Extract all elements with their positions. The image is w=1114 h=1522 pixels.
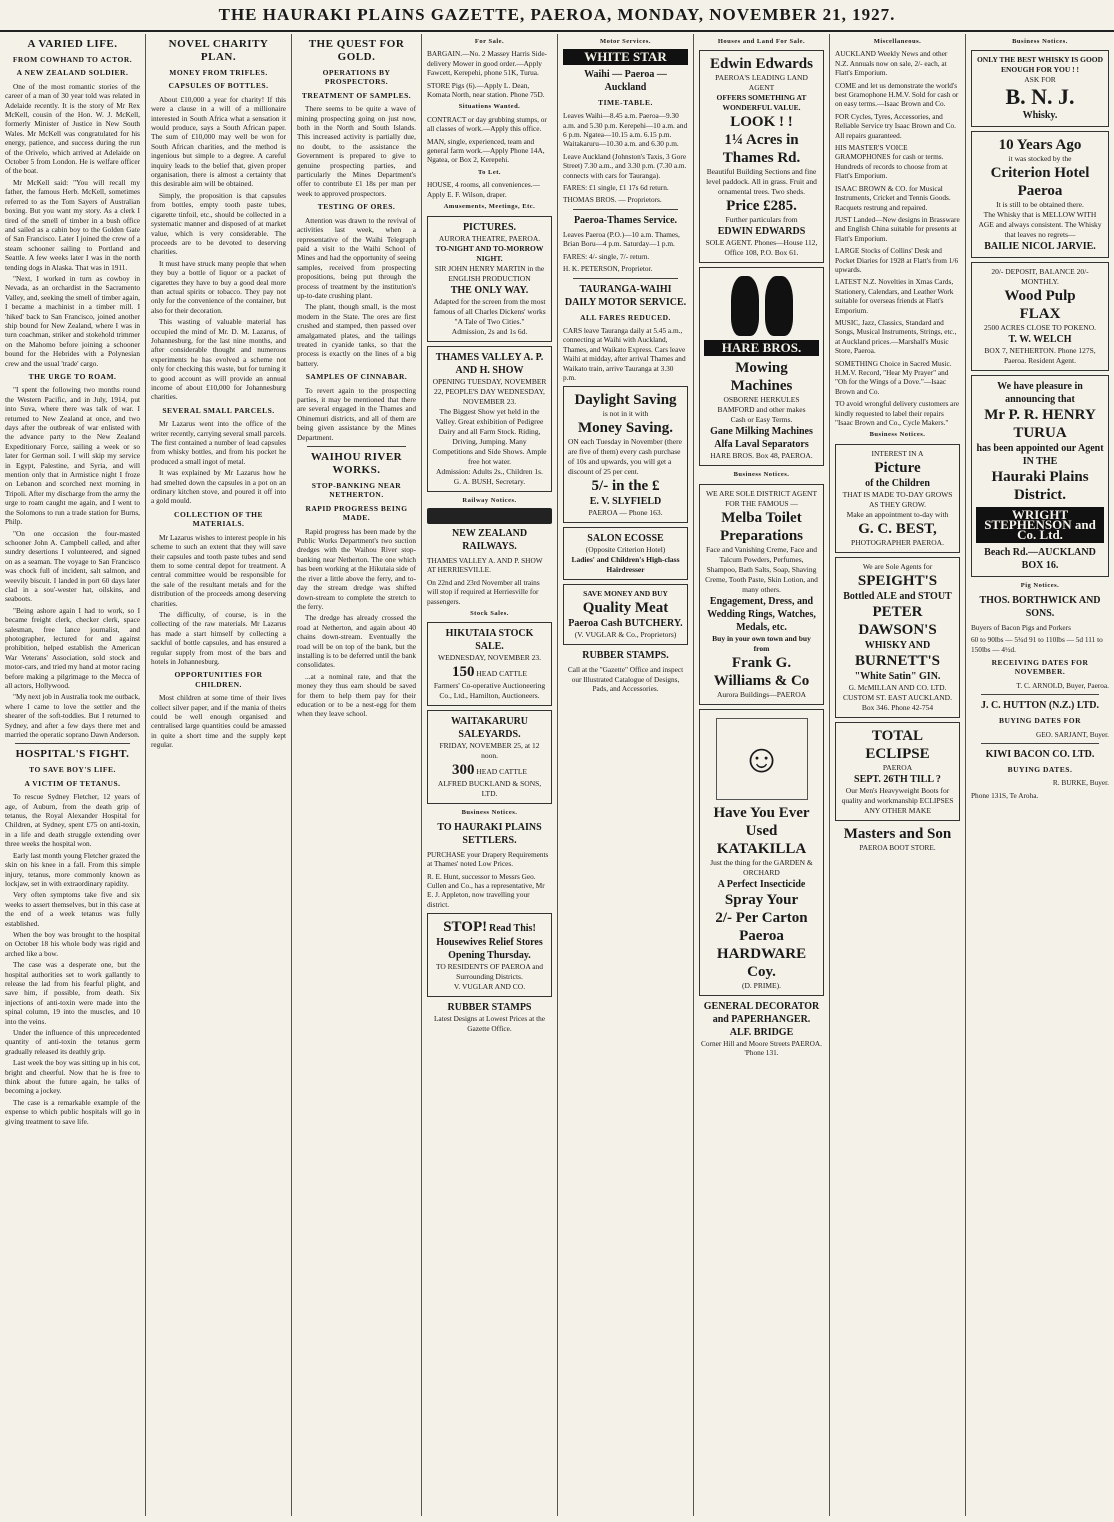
- ad-line: HARE BROS. Box 48, PAEROA.: [710, 451, 813, 461]
- paragraph: Simply, the proposition is that capsules from bottles, empty tooth paste tubes, cigarette tinfoil, etc., should be collected in a systematic manner and disposed of at market value, which is very considerable. The proceeds are to be devoted to deserving charities.: [151, 190, 286, 257]
- ad-title: THAMES VALLEY A. P. AND H. SHOW: [435, 351, 544, 376]
- ad-line: V. VUGLAR AND CO.: [453, 982, 526, 992]
- ad-title: Daylight Saving: [574, 392, 677, 409]
- column-7: [830, 34, 966, 1516]
- ad-line: FRIDAY, NOVEMBER 25, at 12 noon.: [439, 741, 540, 761]
- ad-title: Melba Toilet Preparations: [719, 509, 804, 544]
- paragraph: "I spent the following two months round the Western Pacific, and in July, 1914, put into Suva, where there was talk of war. I returned to New Zealand at once, and two days after the outbreak of war enlisted with the advance party to the New Zealand Expeditionary Force, sailing a week or so later for German soil. I will skip my service in Egypt, Palestine, and Syria, and will mention only that in Armistice night I froze on Lebanon and scorched next morning in Tripoli. After my discharge from the army the urge to roam caught me again, and I went to the Solomons to run a trade station for Burns, Philp.: [5, 385, 140, 527]
- article-subtitle: TO SAVE BOY'S LIFE.: [29, 765, 116, 775]
- ad-line: TIME-TABLE.: [598, 97, 653, 107]
- ad-title: STOP!: [443, 919, 488, 936]
- ad-title: Hauraki Plains District.: [991, 469, 1089, 504]
- paragraph: ...at a nominal rate, and that the money they thus earn should be saved for them to help them pay for their education or to be a nest-egg for them when they leave school.: [297, 671, 416, 719]
- ad-line: Corner Hill and Moore Streets PAEROA. 'Phone 131.: [701, 1038, 822, 1058]
- ad-line: Read This!: [489, 923, 536, 935]
- ad-line: We are Sole Agents for: [862, 561, 933, 571]
- ad-line: SOLE AGENT. Phones—House 112, Office 108, P.O. Box 61.: [705, 238, 818, 258]
- ad-title: Paeroa-Thames Service.: [573, 214, 678, 226]
- ad-title: Money Saving.: [577, 420, 673, 437]
- article-section: TREATMENT OF SAMPLES.: [301, 90, 412, 100]
- ad-line: is not in it with: [602, 409, 649, 419]
- ad-line: Buyers of Bacon Pigs and Porkers: [971, 622, 1071, 632]
- ad-line: THAT IS MADE TO-DAY GROWS AS THEY GROW.: [842, 489, 953, 509]
- ad-line: PURCHASE your Drapery Requirements at Thames' noted Low Prices.: [427, 849, 549, 869]
- article-section: CAPSULES OF BOTTLES.: [168, 81, 269, 91]
- ad-line: GEO. SARJANT, Buyer.: [1035, 729, 1109, 739]
- ad-title: of the Children: [865, 477, 930, 489]
- relief-stores-ad: [427, 913, 552, 997]
- ad-line: Housewives Relief Stores Opening Thursday.: [436, 937, 543, 962]
- ad-line: It is still to be obtained there.: [996, 200, 1084, 210]
- ad-title: BAILIE NICOL JARVIE.: [984, 241, 1096, 253]
- ad-title: Spray Your: [724, 891, 799, 908]
- ad-line: The Biggest Show yet held in the Valley. Great exhibition of Pedigree Dairy and all Farm Stock. Riding, Driving, Jumping. Many Competitions and Side Shows. Ample free hot water.: [432, 406, 547, 466]
- classified-ad: LARGE Stocks of Collins' Desk and Pocket Diaries for 1928 at Flatt's from 1/6 upwards.: [835, 246, 959, 274]
- divider: [15, 743, 130, 744]
- ad-title: Mr P. R. HENRY TURUA: [984, 407, 1096, 442]
- head-count: 150: [452, 664, 475, 681]
- ad-line: We have pleasure in announcing that: [997, 381, 1083, 406]
- section-header: To Let.: [477, 168, 502, 176]
- classified-ad: SOMETHING Choice in Sacred Music. H.M.V. Record, "Hear My Prayer" and "Oh for the Wings of a Dove."—Isaac Brown and Co.: [835, 358, 952, 396]
- masthead: THE HAURAKI PLAINS GAZETTE, PAEROA, MONDAY, NOVEMBER 21, 1927.: [0, 0, 1114, 32]
- paragraph: Very often symptoms take five and six weeks to assert themselves, but in this case at the end of a week tetanus was fully established.: [5, 890, 140, 928]
- ad-title: Criterion Hotel Paeroa: [990, 165, 1090, 200]
- article-section: OPPORTUNITIES FOR CHILDREN.: [174, 670, 263, 689]
- ad-title: KIWI BACON CO. LTD.: [985, 749, 1095, 761]
- ad-title: Picture: [874, 459, 921, 476]
- ad-line: Adapted for the screen from the most famous of all Charles Dickens' works "A Tale of Two Cities.": [433, 296, 546, 326]
- ad-title: 2/- Per Carton: [715, 909, 808, 926]
- ad-title: TOTAL ECLIPSE: [865, 727, 930, 762]
- criterion-ad: [971, 131, 1109, 258]
- section-header: Business Notices.: [733, 471, 790, 479]
- ad-title: Mowing Machines: [730, 360, 793, 395]
- ad-line: it was stocked by the: [1008, 154, 1072, 164]
- ad-title: Edwin Edwards: [710, 56, 813, 73]
- paragraph: There seems to be quite a wave of mining prospecting going on just now, both in the North and South Islands. This increased activity is partially due, no doubt, to the assistance the Government is prepared to give to genuine prospecting parties, and particularly the Mines Department's offer to contribute £1 18s per man per week to approved prospectors.: [297, 104, 416, 198]
- ad-title: Price £285.: [726, 198, 797, 215]
- ad-line: Aurora Buildings—PAEROA: [716, 689, 807, 699]
- ad-title: RUBBER STAMPS: [447, 1002, 532, 1014]
- wright-stephenson-logo: WRIGHT STEPHENSON and Co. Ltd.: [976, 507, 1104, 543]
- ad-title: Paeroa Cash BUTCHERY.: [568, 618, 683, 630]
- ad-title: BURNETT'S: [854, 652, 941, 669]
- ad-line: WEDNESDAY, NOVEMBER 23.: [438, 653, 541, 663]
- column-6: [694, 34, 830, 1516]
- ad-title: A Perfect Insecticide: [717, 878, 806, 890]
- ad-line: ONLY THE BEST WHISKY IS GOOD ENOUGH FOR YOU ! !: [976, 55, 1104, 75]
- ad-title: FLAX: [1019, 306, 1061, 323]
- article-subtitle: STOP-BANKING NEAR NETHERTON.: [311, 481, 402, 500]
- paragraph: Most children at some time of their lives collect silver paper, and if the mania of theirs could be well enough organised and centralised large quantities could be amassed in quite a short time and the supply kept regular.: [151, 693, 286, 750]
- ad-title: ALF. BRIDGE: [729, 1026, 794, 1038]
- classified-ad: MAN, single, experienced, team and general farm work.—Apply Phone 14A, Ngatea, or Box 2, Kerepehi.: [427, 136, 545, 165]
- ad-line: HEAD CATTLE: [476, 669, 527, 679]
- white-star-logo: WHITE STAR: [563, 49, 688, 64]
- hare-bros-ad: [699, 267, 824, 466]
- ad-title: EDWIN EDWARDS: [717, 226, 806, 238]
- paragraph: "On one occasion the four-masted schooner John A. Campbell called, and after sundry desertions I volunteered, and signed on as a seaman. The voyage to San Francisco was chock full of incident, salt salmon, and weevily biscuit. I landed in port 60 days later clad in a sou'-wester hat, oilskins, and seaboots.: [5, 528, 140, 604]
- classified-ad: TO avoid wrongful delivery customers are kindly requested to label their repairs "Isaac Brown and Co., Cycle Makers.": [835, 399, 960, 428]
- ad-title: 5/- in the £: [591, 478, 660, 495]
- butchery-ad: [563, 584, 688, 645]
- paragraph: The case is a remarkable example of the expense to which public hospitals will go in giving treatment to save life.: [5, 1097, 140, 1126]
- ad-title: WAITAKARURU SALEYARDS.: [450, 716, 529, 741]
- paragraph: The difficulty, of course, is in the collecting of the raw materials. Mr Lazarus has made a start himself by collecting a sackful of bottle capsules, and has ensured a regular supply from most of the bars and hotels in Johannesburg.: [151, 609, 286, 666]
- ad-title: Masters and Son: [843, 825, 952, 842]
- article-section: SAMPLES OF CINNABAR.: [305, 372, 408, 382]
- paragraph: To rescue Sydney Fletcher, 12 years of age, of Auburn, from the death grip of tetanus, the Royal Alexander Hospital for Children, at Sydney, spent £75 on anti-toxin, in a life and death struggle extending over three weeks the hospital won.: [5, 792, 140, 849]
- ad-line: Admission: Adults 2s., Children 1s.: [436, 466, 543, 476]
- ad-line: WE ARE SOLE DISTRICT AGENT FOR THE FAMOUS —: [705, 488, 818, 508]
- article-section: COLLECTION OF THE MATERIALS.: [174, 509, 263, 529]
- article-title: THE QUEST FOR GOLD.: [308, 38, 405, 63]
- agent-announcement-ad: [971, 375, 1109, 577]
- salon-ad: [563, 527, 688, 580]
- ad-title: RUBBER STAMPS.: [582, 650, 669, 662]
- ad-line: R. E. Hunt, successor to Messrs Geo. Cullen and Co., has a representative, Mr E. J. Appleton, now travelling your district.: [427, 871, 545, 909]
- ad-line: INTEREST IN A: [871, 448, 924, 458]
- ad-title: PICTURES.: [462, 221, 517, 233]
- train-image: [427, 508, 552, 524]
- section-header: Amusements, Meetings, Etc.: [443, 203, 536, 211]
- classified-ad: HIS MASTER'S VOICE GRAMOPHONES for cash or terms. Hundreds of records to choose from at Flatt's Emporium.: [835, 143, 948, 181]
- ad-title: B. N. J.: [1005, 84, 1075, 110]
- ad-line: Admission, 2s and 1s 6d.: [451, 326, 528, 336]
- classified-ad: FOR Cycles, Tyres, Accessories, and Reliable Service try Isaac Brown and Co. All repairs guaranteed.: [835, 111, 956, 140]
- ad-line: ALL FARES REDUCED.: [580, 312, 671, 322]
- ad-line: (D. PRIME).: [742, 980, 781, 990]
- paragraph: Rapid progress has been made by the Public Works Department's two suction dredges with the Waihou River stop-banking near Netherton. The one which has been working at the Hikutaia side of the river a little above the ferry, and to-day the stream dredge was shifted down-stream to complete the stretch to the ferry.: [297, 526, 416, 611]
- ad-line: Leaves Waihi—8.45 a.m. Paeroa—9.30 a.m. and 5.30 p.m. Kerepehi—10 a.m. and 6 p.m. Ngatea—10.15 a.m. 6.15 p.m. Waitakaruru—10.30 a.m. and 6.30 p.m.: [563, 111, 688, 149]
- ad-title: LOOK ! !: [730, 114, 793, 131]
- ad-title: SALON ECOSSE: [587, 533, 664, 545]
- section-header: Houses and Land For Sale.: [717, 38, 806, 45]
- divider: [573, 209, 678, 210]
- ad-line: G. A. BUSH, Secretary.: [453, 476, 526, 486]
- ad-line: CUSTOM ST. EAST AUCKLAND.: [843, 692, 952, 702]
- paragraph: "Next, I worked in turn as cowboy in Nevada, as an orchardist in the Sacramento Valley, and, seeking the smell of timber again, I became a machinist in a timber mill. I 'hiked' back to San Francisco, joined another ship bound for New Zealand, where I was in turn coachman, striker and stokehold trimmer on the Mahomo before joining a schooner bound for the Hebrides with a Polynesian crew and the usual 'trade' cargo.: [5, 273, 140, 368]
- ad-title: THE ONLY WAY.: [450, 284, 529, 296]
- ad-line: PAEROA BOOT STORE.: [859, 842, 936, 852]
- article-subtitle: FROM COWHAND TO ACTOR.: [12, 55, 133, 64]
- ad-line: Our Men's Heavyweight Boots for quality and workmanship ECLIPSES ANY OTHER MAKE: [841, 785, 954, 815]
- paragraph: "My next job in Australia took me outback, where I came to love the settler and the shearer of the soft-toddies. But I returned to Sydney, and after a few days there met and married the operatic soprano Dawn Anderson.: [5, 692, 140, 740]
- ad-line: BUYING DATES FOR: [998, 716, 1082, 726]
- stock-sale-ad: [427, 622, 552, 706]
- classified-ad: AUCKLAND Weekly News and other N.Z. Annuals now on sale, 2/- each, at Flatt's Emporium.: [835, 49, 948, 78]
- ad-title: TAURANGA-WAIHI DAILY MOTOR SERVICE.: [564, 283, 687, 308]
- classified-ad: COME and let us demonstrate the world's best Gramophone H.M.V. Sold for cash or on easy terms.—Isaac Brown and Co.: [835, 80, 959, 109]
- ad-title: SPEIGHT'S: [857, 572, 938, 589]
- classified-ad: ISAAC BROWN & CO. for Musical Instruments, Cricket and Tennis Goods. Racquets restrung and repaired.: [835, 183, 951, 212]
- ad-title: Bottled ALE and STOUT: [843, 590, 952, 602]
- section-header: Business Notices.: [869, 431, 926, 439]
- ad-line: OFFERS SOMETHING AT WONDERFUL VALUE.: [716, 93, 807, 113]
- ad-line: 60 to 90lbs — 5¾d 91 to 110lbs — 5d 111 to 150lbs — 4½d.: [971, 635, 1103, 654]
- ad-line: Just the thing for the GARDEN & ORCHARD: [710, 857, 813, 877]
- ad-title: Waihi — Paeroa — Auckland: [584, 68, 667, 93]
- ad-line: Phone 131S, Te Aroha.: [971, 790, 1039, 800]
- column-4: [422, 34, 558, 1516]
- ad-title: 1¼ Acres in Thames Rd.: [722, 132, 801, 167]
- ad-line: FARES: £1 single, £1 17s 6d return.: [563, 183, 669, 193]
- ad-title: NEW ZEALAND RAILWAYS.: [451, 527, 528, 552]
- ad-line: has been appointed our Agent IN THE: [976, 443, 1104, 468]
- ad-line: Further particulars from: [725, 215, 798, 225]
- melba-ad: [699, 484, 824, 705]
- katakilla-ad: [699, 709, 824, 996]
- gardener-figure-icon: ☺: [716, 718, 808, 800]
- column-8: [966, 34, 1114, 1516]
- ad-line: Ladies' and Children's High-class Hairdresser: [571, 555, 680, 575]
- show-ad: [427, 346, 552, 492]
- ad-line: RECEIVING DATES FOR NOVEMBER.: [991, 658, 1089, 677]
- paragraph: The case was a desperate one, but the hospital authorities set to work gallantly to release the lad from his fearful plight, and save him, if possible, from death. Six injections of anti-toxin were made into the spinal column, 19 into the muscles, and 10 into the veins.: [5, 960, 140, 1026]
- ad-title: Wood Pulp: [1004, 288, 1076, 305]
- article-section: TESTING OF ORES.: [317, 202, 396, 212]
- paragraph: Mr Lazarus went into the office of the writer recently, carrying several small parcels. The first contained a number of lead capsules from whisky bottles, and from his pocket he produced a small ingot of metal.: [151, 419, 286, 466]
- column-3: [292, 34, 422, 1516]
- article-section: THE URGE TO ROAM.: [28, 372, 117, 381]
- ad-title: 10 Years Ago: [998, 137, 1082, 154]
- paragraph: Last week the boy was sitting up in his cot, bright and cheerful. Now that he is free to think about the future again, he talks of becoming a jockey.: [5, 1058, 140, 1096]
- land-agent-ad: [699, 50, 824, 263]
- ad-line: Box 346. Phone 42-754: [861, 702, 934, 712]
- ad-line: Leaves Paeroa (P.O.)—10 a.m. Thames, Brian Boru—4 p.m. Saturday—1 p.m.: [563, 229, 680, 249]
- article-subtitle: OPERATIONS BY PROSPECTORS.: [322, 68, 391, 87]
- ad-line: OSBORNE HERKULES BAMFORD and other makes: [717, 395, 806, 415]
- ad-line: PAEROA: [882, 762, 913, 772]
- woodpulp-ad: [971, 262, 1109, 371]
- paragraph: Mr McKell said: "You will recall my father, the famous Herb. McKell, sometimes referred to as the Tom Sayers of Australian boxing. But you want my story. As a clerk I tired of the smell of timber in a bush office and sailed as a cabin boy to the Golden Gate of San Francisco. Later I joined the crew of a steam schooner sailing to Portland and Seattle. A few weeks later I was in the north tending dogs in Alaska. That was in 1911.: [5, 177, 140, 272]
- article-section: RAPID PROGRESS BEING MADE.: [305, 503, 408, 523]
- ad-line: AURORA THEATRE, PAEROA.: [438, 233, 541, 243]
- divider: [981, 694, 1099, 695]
- ad-line: H. K. PETERSON, Proprietor.: [563, 264, 653, 274]
- classified-ad: MUSIC, Jazz, Classics, Standard and Songs, Musical Instruments, Strings, etc., at Auckland prices.—Marshall's Music Store, Paeroa.: [835, 317, 957, 356]
- article-section: A NEW ZEALAND SOLDIER.: [16, 68, 129, 78]
- article-title: A VARIED LIFE.: [27, 38, 118, 50]
- ad-line: BUYING DATES.: [1007, 765, 1073, 775]
- ad-line: ASK FOR: [1024, 75, 1056, 85]
- ad-line: 2500 ACRES CLOSE TO POKENO.: [983, 323, 1097, 333]
- ad-line: 20/- DEPOSIT, BALANCE 20/- MONTHLY.: [991, 267, 1089, 287]
- ad-line: Call at the "Gazette" Office and inspect our Illustrated Catalogue of Designs, Pads, and Accessories.: [567, 665, 684, 694]
- ad-line: SIR JOHN HENRY MARTIN in the ENGLISH PRODUCTION: [434, 263, 545, 283]
- eclipse-ad: [835, 722, 960, 821]
- ad-title: G. C. BEST,: [858, 520, 937, 537]
- section-header: Business Notices.: [1012, 38, 1068, 45]
- speights-ad: [835, 557, 960, 718]
- head-count: 300: [452, 762, 475, 779]
- ad-title: THOS. BORTHWICK AND SONS.: [979, 594, 1101, 619]
- hare-bros-logo: HARE BROS.: [704, 340, 819, 356]
- ad-line: Buy in your own town and buy from: [712, 633, 811, 653]
- ad-line: Face and Vanishing Creme, Face and Talcum Powders, Perfumes, Shampoo, Bath Salts, Soap, Shaving Creme, Tooth Paste, Skin Lotion, and many others.: [705, 544, 818, 594]
- paragraph: It was explained by Mr Lazarus how he had smelted down the capsules in a pot on an ordinary kitchen stove, and poured it off into a gold mould.: [151, 468, 286, 506]
- ad-line: Make an appointment to-day with: [846, 509, 949, 519]
- paragraph: Early last month young Fletcher grazed the skin on his knee in a fall. From this simple injury, tetanus, more commonly known as lockjaw, set in with extraordinary rapidity.: [5, 850, 140, 888]
- ad-line: OPENING TUESDAY, NOVEMBER 22, PEOPLE'S DAY WEDNESDAY, NOVEMBER 23.: [432, 376, 547, 406]
- ad-line: TO-NIGHT AND TO-MORROW NIGHT.: [435, 243, 544, 263]
- paragraph: To revert again to the prospecting parties, it may be mentioned that there are several engaged in the Thames and Ohinemuri districts, and all of them are being given assistance by the Mines Department.: [297, 385, 416, 442]
- article-subtitle: MONEY FROM TRIFLES.: [169, 68, 268, 77]
- section-header: Motor Services.: [599, 38, 652, 45]
- divider: [307, 446, 406, 447]
- ad-line: Beautiful Building Sections and fine level paddock. All in grass. Fruit and ornamental trees. Two sheds.: [706, 167, 817, 197]
- section-header: For Sale.: [474, 38, 505, 45]
- classified-ad: HOUSE, 4 rooms, all conveniences.—Apply E. F. Wilson, draper.: [427, 180, 540, 199]
- paragraph: Mr Lazarus wishes to interest people in his scheme to such an extent that they will save their capsules and tooth paste tubes and send them to some central depot for treatment. A central committee would be responsible for the sale of the resultant metals and for the distribution of the proceeds among deserving charities.: [151, 532, 286, 608]
- ad-line: T. C. ARNOLD, Buyer, Paeroa.: [1016, 680, 1109, 690]
- ad-line: G. McMILLAN AND CO. LTD.: [848, 682, 947, 692]
- classified-ad: BARGAIN.—No. 2 Massey Harris Side-delivery Mower in good order.—Apply Fawcett, Kerepehi, phone 51K, Turua.: [427, 49, 547, 78]
- paragraph: About £10,000 a year for charity! If this were a clause in a will of a millionaire interested in South Africa what a sensation it would produce, says a South African paper. The sum of £10,000 may well be won for South African charities, and the method is ingenious but simple to a degree. A careful inquiry leads to the belief that, given proper organisation, there is almost a certainty that this desirable aim will be obtained.: [151, 94, 286, 189]
- ad-line: BOX 7, NETHERTON. Phone 127S, Paeroa. Resident Agent.: [984, 346, 1096, 366]
- ad-title: HIKUTAIA STOCK SALE.: [445, 628, 534, 653]
- ad-line: SAVE MONEY AND BUY: [583, 589, 668, 599]
- ad-line: Beach Rd.—AUCKLAND BOX 16.: [984, 547, 1096, 572]
- ad-title: GENERAL DECORATOR and PAPERHANGER.: [703, 1000, 820, 1025]
- rabbit-icon: [765, 276, 793, 336]
- ad-line: PHOTOGRAPHER PAEROA.: [851, 537, 944, 547]
- column-2: [146, 34, 292, 1516]
- ad-title: SEPT. 26TH TILL ?: [854, 773, 941, 785]
- paragraph: Under the influence of this unprecedented quantity of anti-toxin the tetanus germ gradually released its deathly grip.: [5, 1028, 140, 1056]
- ad-title: Quality Meat: [582, 600, 669, 617]
- ad-line: CARS leave Tauranga daily at 5.45 a.m., connecting at Waihi with Auckland, Thames, and Waikato Express. Cars leave Waihi at midday, after arrival Thames and Waikato train, arrive Tauranga at 3.30 p.m.: [563, 325, 686, 382]
- ad-line: ON each Tuesday in November (there are five of them) every cash purchase of 10s and upwards, you will get a discount of 25 per cent.: [568, 437, 682, 477]
- column-1: [0, 34, 146, 1516]
- ad-line: Farmers' Co-operative Auctioneering Co., Ltd., Hamilton, Auctioneers.: [433, 681, 546, 701]
- article-title: WAIHOU RIVER WORKS.: [310, 451, 403, 477]
- paragraph: "Being ashore again I had to work, so I became freight clerk, checker clerk, space salesman, free lance journalist, and photographer, lectured for and against prohibition, helped establish the American War Veterans' Association, sold stock and motor-cars, and tried my hand at motor racing before making a pilgrimage to the Mecca of all actors, Hollywood.: [5, 605, 140, 690]
- ad-line: THAMES VALLEY A. AND P. SHOW AT HERRIESVILLE.: [427, 555, 543, 575]
- photographer-ad: [835, 444, 960, 553]
- section-header: Business Notices.: [461, 809, 518, 817]
- ad-title: TO HAURAKI PLAINS SETTLERS.: [437, 821, 542, 846]
- ad-title: Engagement, Dress, and Wedding Rings, Watches, Medals, etc.: [707, 595, 816, 633]
- ad-line: On 22nd and 23rd November all trains will stop if required at Herriesville for passengers.: [427, 577, 540, 606]
- paragraph: The dredge has already crossed the road at Netherton, and again about 40 chains down-stream. Eventually the road will be on top of the bank, but the installing is to be deferred until the bank consolidates.: [297, 613, 416, 670]
- saleyards-ad: [427, 710, 552, 804]
- section-header: Pig Notices.: [1020, 582, 1060, 590]
- column-5: [558, 34, 694, 1516]
- ad-title: Have You Ever Used KATAKILLA: [713, 804, 810, 857]
- ad-line: (Opposite Criterion Hotel): [585, 545, 666, 555]
- ad-line: PAEROA — Phone 163.: [588, 508, 663, 518]
- ad-line: ALFRED BUCKLAND & SONS, LTD.: [437, 779, 542, 799]
- ad-line: THOMAS BROS. — Proprietors.: [563, 195, 662, 205]
- paragraph: The plant, though small, is the most modern in the State. The ores are first crushed and stamped, then passed over amalgamated plates, and the tailings treated in cyanide tanks, so that the process is exactly on the lines of a big battery.: [297, 302, 416, 368]
- ad-line: TO RESIDENTS OF PAEROA and Surrounding Districts.: [435, 962, 544, 982]
- whisky-ad: [971, 50, 1109, 127]
- ad-title: Whisky.: [1022, 110, 1058, 122]
- section-header: Stock Sales.: [470, 609, 509, 617]
- article-title: HOSPITAL'S FIGHT.: [15, 748, 130, 761]
- ad-title: "White Satin" GIN.: [854, 670, 941, 682]
- classified-ad: JUST Landed—New designs in Brassware and English China suitable for presents at Flatt's Emporium.: [835, 214, 960, 243]
- ad-line: Latest Designs at Lowest Prices at the Gazette Office.: [433, 1014, 546, 1033]
- rabbit-icon: [731, 276, 759, 336]
- section-header: Railway Notices.: [462, 496, 517, 504]
- article-title: NOVEL CHARITY PLAN.: [168, 38, 269, 63]
- classified-ad: LATEST N.Z. Novelties in Xmas Cards, Stationery, Calendars, and Leather Work suitable for overseas friends at Flatt's Emporium.: [835, 277, 954, 315]
- ad-title: J. C. HUTTON (N.Z.) LTD.: [980, 700, 1100, 712]
- ad-line: Cash or Easy Terms.: [730, 415, 793, 425]
- paragraph: Attention was drawn to the revival of activities last week, when a representative of the Waihi Telegraph paid a visit to the Waihi School of Mines and had the opportunity of seeing samples, received from prospecting propositions, being put through the process of treatment by the institution's up-to-date crushing plant.: [297, 215, 416, 300]
- rabbits-image: [704, 276, 819, 336]
- paragraph: One of the most romantic stories of the career of a man of 30 year told was related in Adelaide recently. It is the story of Mr Rex McKell, cousin of the Hon. W. J. McKell, formerly Minister of Justice in New South Wales. Mr McKell was congratulated for his energy, patience, and success during the run of the Orivelo, which arrived at Adelaide on October 5 from London. He is welfare officer of the boat.: [5, 81, 140, 176]
- ad-line: PAEROA'S LEADING LAND AGENT: [715, 73, 808, 93]
- article-section: A VICTIM OF TETANUS.: [24, 778, 121, 788]
- ad-title: Frank G. Williams & Co: [713, 654, 810, 689]
- ad-title: Paeroa HARDWARE Coy.: [716, 927, 807, 980]
- ad-title: PETER DAWSON'S: [858, 603, 937, 638]
- ad-title: Gane Milking Machines Alfa Laval Separators: [710, 426, 813, 451]
- classified-ad: CONTRACT or day grubbing stumps, or all classes of work.—Apply this office.: [427, 114, 547, 134]
- ad-line: HEAD CATTLE: [476, 767, 527, 777]
- paragraph: This wasting of valuable material has occupied the mind of Mr. D. M. Lazarus, of Johannesburg, for the last nine months, and after considerable thought and numerous experiments he has evolved a scheme not only for checking this waste, but for turning it to good account as will provide an annual income of about £10,000 for Johannesburg charities.: [151, 317, 286, 402]
- ad-title: T. W. WELCH: [1008, 334, 1072, 346]
- ad-line: E. V. SLYFIELD: [589, 496, 662, 508]
- section-header: Situations Wanted.: [458, 103, 521, 111]
- pictures-ad: [427, 216, 552, 342]
- ad-line: (V. VUGLAR & Co., Proprietors): [574, 630, 677, 640]
- paragraph: When the boy was brought to the hospital on October 18 his whole body was rigid and arched like a bow.: [5, 929, 140, 958]
- ad-line: FARES: 4/- single, 7/- return.: [563, 251, 650, 261]
- article-section: SEVERAL SMALL PARCELS.: [162, 405, 275, 415]
- ad-line: Leave Auckland (Johnston's Taxis, 3 Gore Street) 7.30 a.m., and 3.30 p.m. (7.30 a.m. connects with cars for Tauranga).: [563, 151, 687, 180]
- ad-line: The Whisky that is MELLOW WITH AGE and always consistent. The Whisky that leaves no regrets—: [978, 210, 1102, 240]
- ad-line: R. BURKE, Buyer.: [1052, 778, 1109, 788]
- ad-title: WHISKY AND: [864, 639, 931, 651]
- daylight-saving-ad: [563, 386, 688, 523]
- paragraph: It must have struck many people that when they buy a bottle of liquor or a packet of cigarettes they have to buy a good deal more than actual spirits or tobacco. They pay not only for the convenience of the container, but also for their decoration.: [151, 258, 286, 315]
- classified-ad: STORE Pigs (6).—Apply L. Dean, Komata North, near station. Phone 75D.: [427, 80, 545, 100]
- divider: [981, 743, 1099, 744]
- section-header: Miscellaneous.: [873, 38, 922, 45]
- divider: [573, 278, 678, 279]
